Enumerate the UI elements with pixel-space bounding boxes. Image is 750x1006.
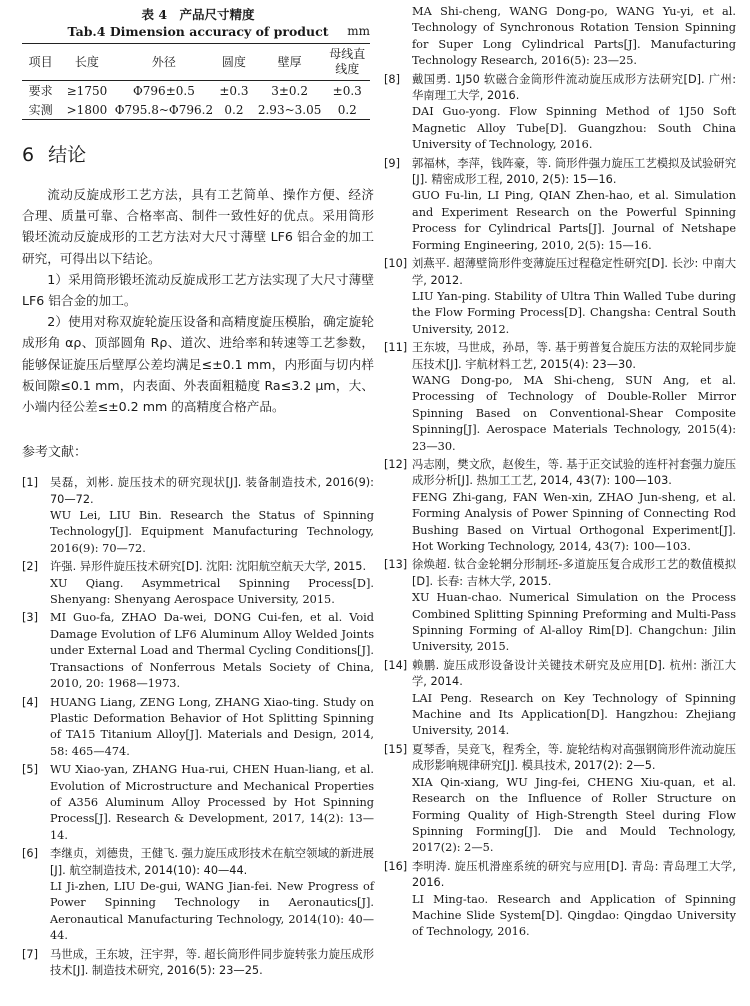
section-number: 6 bbox=[22, 144, 35, 166]
reference-cn: 许强. 异形件旋压技术研究[D]. 沈阳: 沈阳航空航天大学, 2015. bbox=[50, 560, 367, 574]
reference-number: [2] bbox=[22, 560, 39, 574]
table-cell: ±0.3 bbox=[332, 83, 362, 98]
reference-cn: 李明涛. 旋压机滑座系统的研究与应用[D]. 青岛: 青岛理工大学, 2016. bbox=[412, 859, 736, 890]
reference-cn: 李继贞，刘德贵，王健飞. 强力旋压成形技术在航空领域的新进展[J]. 航空制造技术, 2014(10): 40—44. bbox=[50, 847, 374, 877]
table-cell: 0.2 bbox=[337, 102, 357, 117]
table-cell: ≥1750 bbox=[66, 83, 108, 98]
table-header: 长度 bbox=[74, 54, 99, 69]
table-header: 项目 bbox=[28, 54, 53, 69]
reference-item bbox=[384, 658, 736, 740]
reference-en: DAI Guo-yong. Flow Spinning Method of 1J50 Soft Magnetic Alloy Tube[D]. Guangzhou: South China University of Technology, 2016. bbox=[412, 105, 736, 152]
reference-item bbox=[22, 695, 374, 761]
reference-number: [8] bbox=[384, 72, 401, 86]
reference-number: [3] bbox=[22, 611, 39, 625]
table-caption-cn: 表 4 产品尺寸精度 bbox=[141, 7, 255, 22]
reference-cn: 刘燕平. 超薄壁筒形件变薄旋压过程稳定性研究[D]. 长沙: 中南大学, 2012. bbox=[412, 257, 736, 287]
table-header: 母线直线度 bbox=[329, 47, 366, 76]
table-cell: Φ796±0.5 bbox=[132, 83, 195, 98]
reference-en: LI Ji-zhen, LIU De-gui, WANG Jian-fei. New Progress of Power Spinning Technology in Aeronautics[J]. Aeronautical Manufacturing Technology, 2014(10): 40—44. bbox=[50, 879, 374, 943]
reference-number: [1] bbox=[22, 476, 39, 490]
references-heading: 参考文献： bbox=[22, 445, 88, 461]
conclusion-paragraph: 1）采用筒形锻坯流动反旋成形工艺方法实现了大尺寸薄壁 LF6 铝合金的加工。 bbox=[22, 271, 374, 309]
reference-number: [12] bbox=[384, 457, 408, 471]
reference-en: WANG Dong-po, MA Shi-cheng, SUN Ang, et al. Processing of Technology of Double-Roller Mirror Spinning Based on Conventional-Shear Composite Spinning[J]. Aerospace Materials Technology, 2015(4): 23—30. bbox=[412, 373, 736, 453]
reference-en: GUO Fu-lin, LI Ping, QIAN Zhen-hao, et al. Simulation and Experiment Research on the Powerful Spinning Process for Cylindrical Parts[J]. Journal of Netshape Forming Engineering, 2010, 2(5): 15—16. bbox=[412, 189, 736, 252]
conclusion-paragraph: 2）使用对称双旋轮旋压设备和高精度旋压模胎，确定旋轮成形角 αρ、顶部圆角 Rρ、道次、进给率和转速等工艺参数，能够保证旋压后壁厚公差均满足≤±0.1 mm，内形面与切内样板间隙≤0.1 mm，内表面、外表面粗糙度 Ra≤3.2 μm，大、小端内径公差≤±0.2 mm 的高精度合格产品。 bbox=[22, 314, 374, 415]
reference-item bbox=[22, 762, 374, 844]
reference-number: [15] bbox=[384, 742, 408, 756]
table-cell: >1800 bbox=[66, 102, 108, 117]
reference-en: MI Guo-fa, ZHAO Da-wei, DONG Cui-fen, et al. Void Damage Evolution of LF6 Aluminum Alloy Welded Joints under External Load and Thermal Cycling Conditions[J]. Transactions of Nonferrous Metals Society of China, 2010, 20: 1968—1973. bbox=[50, 611, 374, 691]
table-unit: mm bbox=[347, 24, 370, 38]
table-cell: 3±0.2 bbox=[271, 83, 308, 98]
reference-item bbox=[22, 846, 374, 944]
reference-item bbox=[384, 859, 736, 941]
reference-number: [9] bbox=[384, 156, 401, 170]
reference-en: LAI Peng. Research on Key Technology of Spinning Machine and Its Application[D]. Hangzhou: Zhejiang University, 2014. bbox=[412, 691, 736, 738]
accuracy-table bbox=[22, 43, 370, 120]
reference-item bbox=[384, 457, 736, 555]
table-row bbox=[22, 100, 370, 120]
conclusion-body bbox=[22, 184, 374, 417]
reference-cn: 郭福林，李萍，钱阵豪，等. 筒形件强力旋压工艺模拟及试验研究[J]. 精密成形工程, 2010, 2(5): 15—16. bbox=[412, 156, 736, 187]
reference-cn: 夏琴香，吴竞飞，程秀全，等. 旋轮结构对高强钢筒形件流动旋压成形影响规律研究[J]. 模具技术, 2017(2): 2—5. bbox=[412, 742, 736, 773]
section-title: 结论 bbox=[48, 144, 87, 166]
reference-number: [13] bbox=[384, 558, 408, 572]
reference-en: XU Qiang. Asymmetrical Spinning Process[D]. Shenyang: Shenyang Aerospace University, 2015. bbox=[50, 576, 374, 607]
reference-en-continued: MA Shi-cheng, WANG Dong-po, WANG Yu-yi, et al. Technology of Synchronous Rotation Tension Spinning for Super Long Cylindrical Parts[J]. Manufacturing Technology Research, 2016(5): 23—25. bbox=[412, 5, 736, 68]
table-header: 外径 bbox=[151, 54, 176, 69]
table-cell: ±0.3 bbox=[219, 83, 249, 98]
table-cell: Φ795.8~Φ796.2 bbox=[114, 102, 214, 117]
reference-cn: 徐焕超. 钛合金轮辋分形制坯-多道旋压复合成形工艺的数值模拟[D]. 长春: 吉林大学, 2015. bbox=[412, 558, 736, 588]
reference-number: [16] bbox=[384, 859, 408, 873]
reference-en: FENG Zhi-gang, FAN Wen-xin, ZHAO Jun-sheng, et al. Forming Analysis of Power Spinning of Connecting Rod Bushing Based on Virtual Orthogonal Experiment[J]. Hot Working Technology, 2014, 43(7): 100—103. bbox=[412, 490, 736, 553]
table-cell: 0.2 bbox=[224, 102, 244, 117]
table-caption-en bbox=[22, 23, 374, 40]
reference-item bbox=[22, 559, 374, 608]
reference-en: LI Ming-tao. Research and Application of Spinning Machine Slide System[D]. Qingdao: Qingdao University of Technology, 2016. bbox=[412, 892, 736, 939]
reference-number: [7] bbox=[22, 947, 39, 961]
reference-item bbox=[384, 256, 736, 338]
reference-cn: 吴磊，刘彬. 旋压技术的研究现状[J]. 装备制造技术, 2016(9): 70—72. bbox=[50, 476, 374, 506]
table-cell: 要求 bbox=[28, 84, 53, 98]
reference-item bbox=[384, 742, 736, 857]
reference-en: XIA Qin-xiang, WU Jing-fei, CHENG Xiu-quan, et al. Research on the Influence of Roller Structure on Forming Quality of High-Strength Steel during Flow Spinning Forming[J]. Die and Mould Technology, 2017(2): 2—5. bbox=[412, 775, 736, 855]
reference-item bbox=[384, 340, 736, 455]
table-cell: 实测 bbox=[28, 103, 53, 117]
reference-number: [6] bbox=[22, 847, 39, 861]
table-cell: 2.93~3.05 bbox=[257, 102, 322, 117]
reference-en: LIU Yan-ping. Stability of Ultra Thin Walled Tube during the Flow Forming Process[D]. Changsha: Central South University, 2012. bbox=[412, 289, 736, 336]
table-header: 壁厚 bbox=[277, 54, 302, 69]
reference-cn: 戴国勇. 1J50 软磁合金筒形件流动旋压成形方法研究[D]. 广州: 华南理工大学, 2016. bbox=[412, 72, 736, 103]
conclusion-paragraph: 流动反旋成形工艺方法，具有工艺简单、操作方便、经济合理、质量可靠、合格率高、制件一致性好的优点。采用筒形锻坯流动反旋成形的工艺方法对大尺寸薄壁 LF6 铝合金的加工研究，可得出以下结论。 bbox=[22, 187, 374, 266]
reference-item bbox=[384, 72, 736, 154]
reference-cn: 赖鹏. 旋压成形设备设计关键技术研究及应用[D]. 杭州: 浙江大学, 2014. bbox=[412, 658, 736, 689]
reference-number: [4] bbox=[22, 695, 39, 709]
reference-cn: 冯志刚，樊文欣，赵俊生，等. 基于正交试验的连杆衬套强力旋压成形分析[J]. 热加工工艺, 2014, 43(7): 100—103. bbox=[412, 457, 736, 488]
reference-item bbox=[22, 947, 374, 980]
reference-number: [11] bbox=[384, 341, 408, 355]
reference-number: [14] bbox=[384, 658, 408, 672]
reference-item bbox=[384, 557, 736, 655]
reference-item bbox=[22, 610, 374, 692]
reference-cn: 马世成，王东坡，汪宇羿，等. 超长筒形件同步旋转张力旋压成形技术[J]. 制造技术研究, 2016(5): 23—25. bbox=[50, 947, 374, 978]
reference-en: WU Lei, LIU Bin. Research the Status of Spinning Technology[J]. Equipment Manufacturing Technology, 2016(9): 70—72. bbox=[50, 509, 374, 555]
reference-en: HUANG Liang, ZENG Long, ZHANG Xiao-ting. Study on Plastic Deformation Behavior of Hot Splitting Spinning of TA15 Titanium Alloy[J]. Materials and Design, 2014, 58: 465—474. bbox=[50, 695, 374, 758]
table-caption-en-text: Tab.4 Dimension accuracy of product bbox=[67, 24, 329, 39]
table-header-row bbox=[22, 44, 370, 81]
table-row bbox=[22, 81, 370, 101]
right-column bbox=[384, 0, 736, 943]
reference-en: WU Xiao-yan, ZHANG Hua-rui, CHEN Huan-liang, et al. Evolution of Microstructure and Mechanical Properties of A356 Aluminum Alloy Processed by Hot Spinning Process[J]. Research & Development, 2017, 14(2): 13—14. bbox=[50, 763, 374, 842]
left-column bbox=[22, 0, 374, 981]
reference-number: [10] bbox=[384, 257, 408, 271]
table-header: 圆度 bbox=[221, 54, 246, 69]
references-right-list bbox=[384, 72, 736, 941]
reference-item bbox=[384, 156, 736, 254]
reference-cn: 王东坡，马世成，孙昂，等. 基于剪普复合旋压方法的双轮同步旋压技术[J]. 宇航材料工艺, 2015(4): 23—30. bbox=[412, 341, 736, 371]
references-left-list bbox=[22, 475, 374, 979]
section-heading bbox=[22, 142, 374, 168]
reference-en: XU Huan-chao. Numerical Simulation on the Process Combined Splitting Spinning Preforming and Multi-Pass Spinning Forming of Al-alloy Rim[D]. Changchun: Jilin University, 2015. bbox=[412, 591, 736, 654]
reference-number: [5] bbox=[22, 763, 39, 777]
reference-item bbox=[22, 475, 374, 557]
